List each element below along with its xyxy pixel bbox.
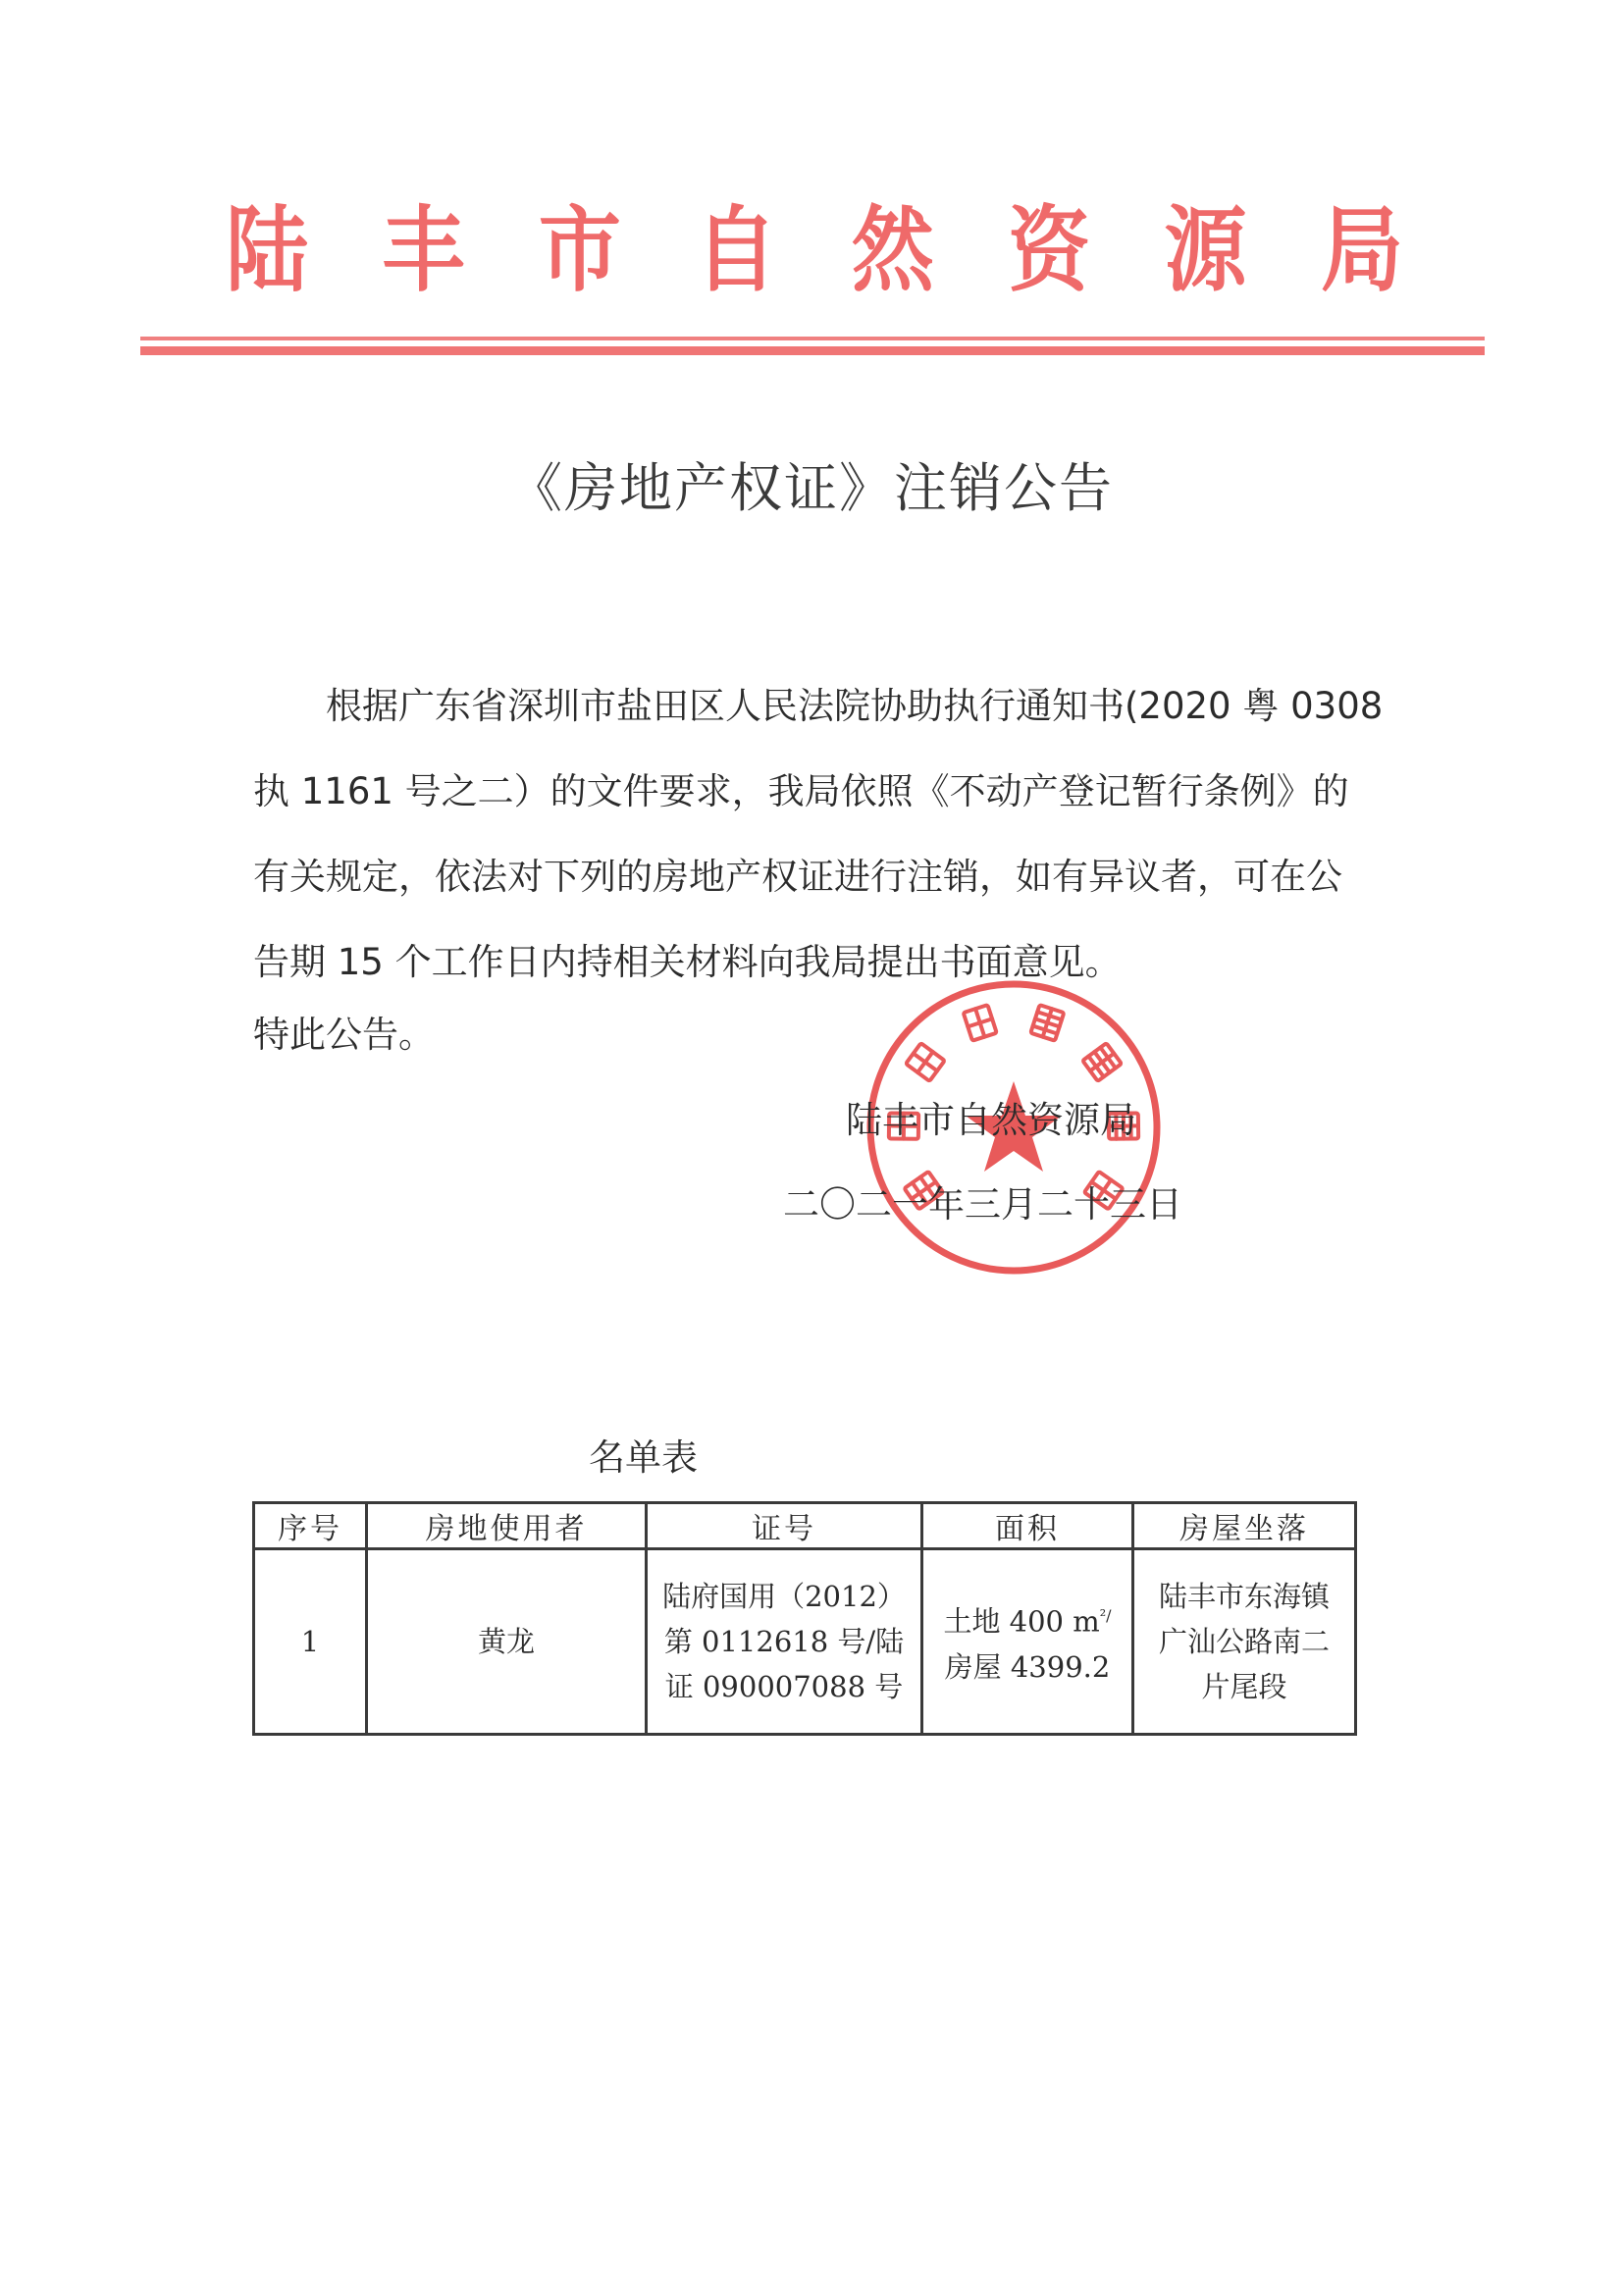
letterhead-char: 丰 [382, 195, 465, 304]
location-line: 广汕公路南二 [1158, 1625, 1330, 1658]
certificate-line: 证 090007088 号 [664, 1670, 904, 1703]
table-row [254, 1549, 1356, 1735]
roster-table [252, 1501, 1357, 1736]
column-header-area: 面积 [922, 1503, 1133, 1549]
letterhead-divider-thin [140, 337, 1485, 340]
area-land-unit: ²/ [1099, 1606, 1112, 1626]
letterhead-char: 局 [1320, 195, 1403, 304]
cell-area [922, 1549, 1133, 1735]
column-header-holder: 房地使用者 [367, 1503, 647, 1549]
roster-title: 名单表 [589, 1436, 698, 1479]
area-house: 房屋 4399.2 [944, 1649, 1111, 1684]
cell-certificate [647, 1549, 922, 1735]
column-header-certificate: 证号 [647, 1503, 922, 1549]
column-header-index: 序号 [254, 1503, 367, 1549]
area-land-value: 土地 400 m [943, 1604, 1100, 1639]
certificate-line: 第 0112618 号/陆 [663, 1625, 905, 1658]
body-line: 有关规定，依法对下列的房地产权证进行注销，如有异议者，可在公 [253, 856, 1342, 898]
certificate-line: 陆府国用（2012） [662, 1580, 906, 1613]
column-header-location: 房屋坐落 [1133, 1503, 1356, 1549]
signature-organization: 陆丰市自然资源局 [846, 1099, 1136, 1141]
letterhead-char: 然 [851, 195, 934, 304]
notice-body [253, 663, 1384, 1005]
notice-title: 《房地产权证》注销公告 [509, 457, 1114, 519]
body-line: 告期 15 个工作日内持相关材料向我局提出书面意见。 [253, 941, 1122, 983]
notice-date: 二〇二一年三月二十三日 [783, 1183, 1182, 1226]
roster-header-row [254, 1503, 1356, 1549]
letterhead-char: 源 [1164, 195, 1247, 304]
cell-index: 1 [254, 1549, 367, 1735]
closing-remark: 特此公告。 [253, 1014, 435, 1056]
seal-glyph [964, 1005, 997, 1041]
body-line: 执 1161 号之二）的文件要求，我局依照《不动产登记暂行条例》的 [253, 770, 1349, 812]
letterhead-divider-thick [140, 346, 1485, 355]
seal-glyph [1030, 1005, 1064, 1041]
organization-letterhead [226, 196, 1403, 304]
seal-glyph [1082, 1043, 1122, 1081]
cell-holder: 黄龙 [367, 1549, 647, 1735]
letterhead-char: 陆 [226, 195, 309, 304]
body-line: 根据广东省深圳市盐田区人民法院协助执行通知书(2020 粤 0308 [326, 685, 1384, 727]
letterhead-char: 自 [695, 195, 778, 304]
location-line: 陆丰市东海镇 [1158, 1580, 1330, 1613]
location-line: 片尾段 [1201, 1670, 1287, 1703]
cell-location [1133, 1549, 1356, 1735]
area-land [929, 1593, 1126, 1644]
letterhead-char: 市 [538, 195, 621, 304]
seal-glyph [906, 1043, 945, 1081]
letterhead-char: 资 [1008, 195, 1091, 304]
